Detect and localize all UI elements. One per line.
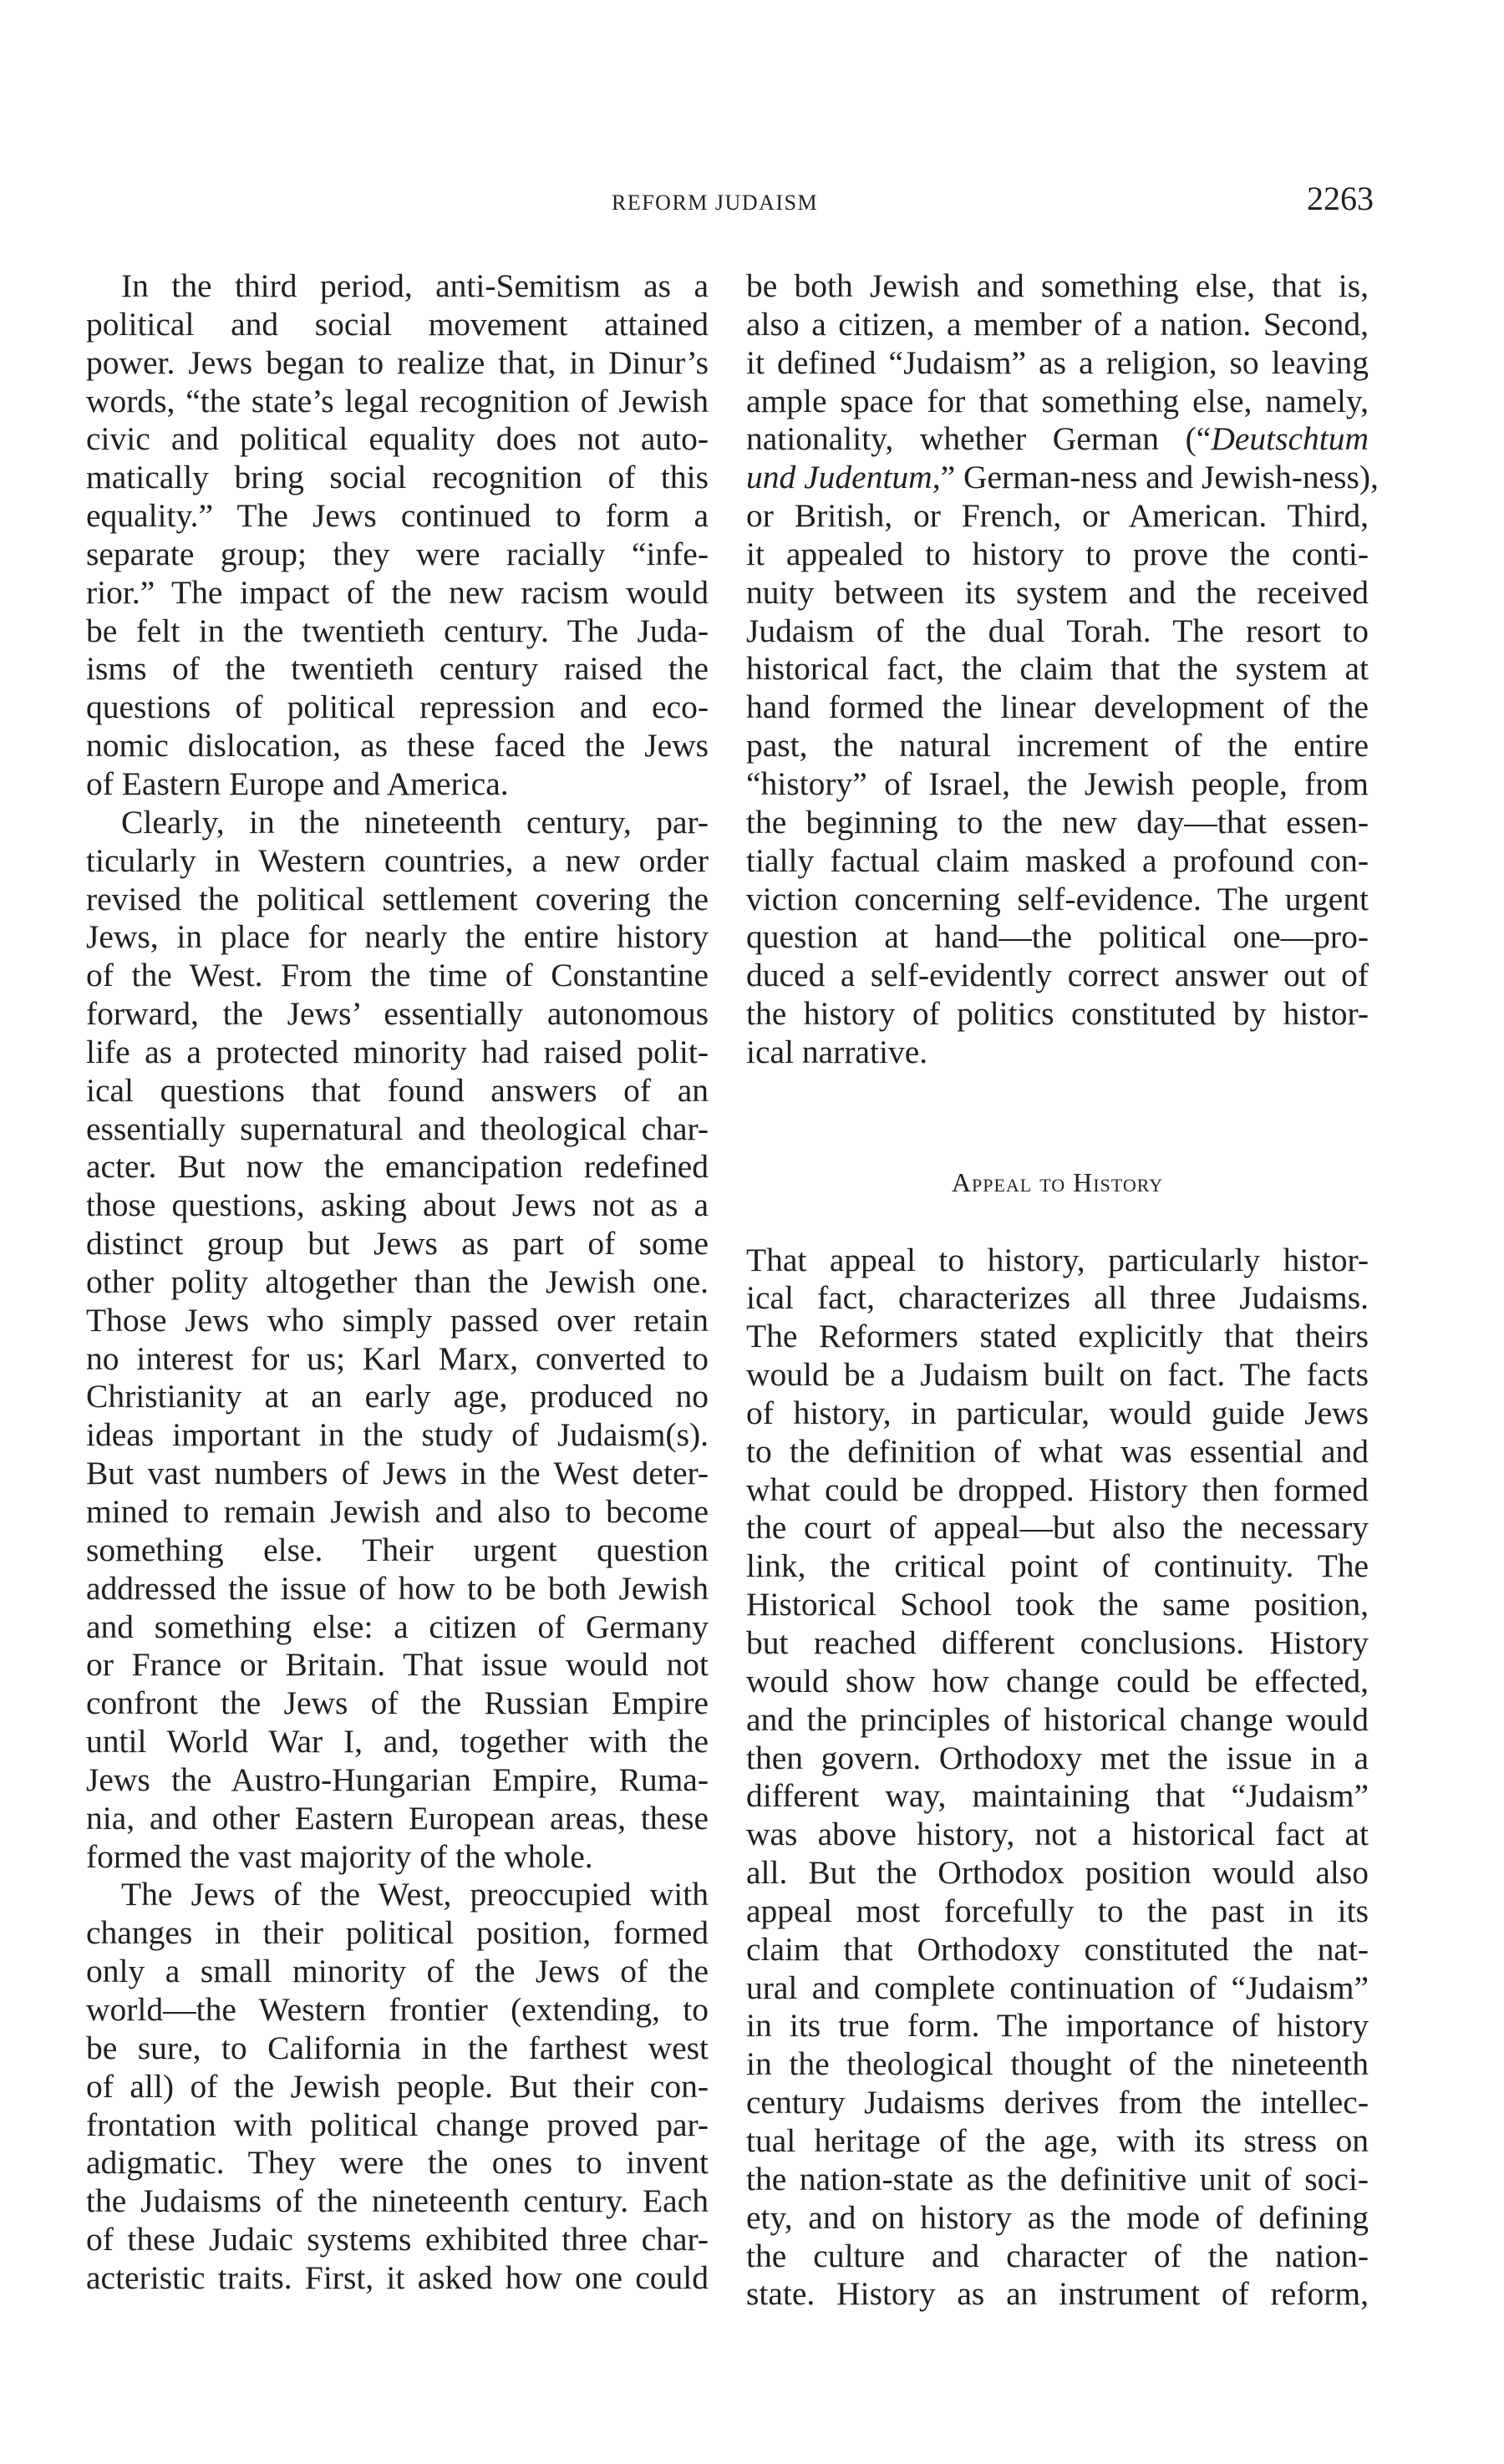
text-line: the court of appeal—but also the necessary: [746, 1509, 1369, 1547]
paragraph-start-line: The Jews of the West, preoccupied with: [121, 1876, 709, 1913]
text-line: acter. But now the emancipation redefined: [86, 1148, 709, 1186]
text-line: questions of political repression and eco-: [86, 688, 709, 726]
text-line: appeal most forcefully to the past in its: [746, 1892, 1369, 1929]
text-line: past, the natural increment of the entire: [746, 727, 1369, 765]
text-line: other polity altogether than the Jewish one.: [86, 1262, 709, 1300]
text-line: essentially supernatural and theological char-: [86, 1110, 709, 1147]
text-line: the beginning to the new day—that essen-: [746, 803, 1369, 841]
text-line: [746, 420, 1369, 459]
text-line: “history” of Israel, the Jewish people, from: [746, 765, 1369, 802]
text-line: of history, in particular, would guide Jews: [746, 1394, 1369, 1431]
text-line: would show how change could be effected,: [746, 1662, 1369, 1699]
text-line: and the principles of historical change would: [746, 1700, 1369, 1738]
text-line: Jews the Austro-Hungarian Empire, Ruma-: [86, 1760, 709, 1798]
text-line: it appealed to history to prove the conti-: [746, 535, 1369, 572]
text-line: what could be dropped. History then formed: [746, 1471, 1369, 1508]
text-line: the culture and character of the nation-: [746, 2237, 1369, 2274]
text-line: acteristic traits. First, it asked how one could: [86, 2258, 709, 2296]
text-line: it defined “Judaism” as a religion, so leaving: [746, 343, 1369, 381]
text-line: be both Jewish and something else, that is,: [746, 267, 1369, 304]
text-line: nuity between its system and the received: [746, 573, 1369, 611]
text-line: different way, maintaining that “Judaism”: [746, 1777, 1369, 1815]
text-line: nia, and other Eastern European areas, these: [86, 1799, 709, 1837]
text-line: mined to remain Jewish and also to become: [86, 1493, 709, 1530]
text-line: state. History as an instrument of reform,: [746, 2275, 1369, 2313]
text-line: ical questions that found answers of an: [86, 1071, 709, 1109]
text-line: rior.” The impact of the new racism would: [86, 573, 709, 611]
text-line: of Eastern Europe and America.: [86, 765, 509, 802]
text-line: to the definition of what was essential and: [746, 1432, 1369, 1470]
text-line: confront the Jews of the Russian Empire: [86, 1684, 709, 1722]
text-line: nomic dislocation, as these faced the Jews: [86, 727, 709, 765]
text-line: isms of the twentieth century raised the: [86, 650, 709, 688]
text-line: or France or Britain. That issue would not: [86, 1646, 709, 1684]
text-line: world—the Western frontier (extending, to: [86, 1990, 709, 2028]
text-line: formed the vast majority of the whole.: [86, 1837, 593, 1875]
text-line: civic and political equality does not auto-: [86, 420, 709, 458]
text-line: ical narrative.: [746, 1033, 928, 1070]
text-line: century Judaisms derives from the intellec-: [746, 2084, 1369, 2121]
text-line: or British, or French, or American. Third,: [746, 497, 1369, 535]
paragraph-start-line: Clearly, in the nineteenth century, par-: [121, 803, 709, 841]
text-line: tual heritage of the age, with its stress on: [746, 2121, 1369, 2159]
text-line: then govern. Orthodoxy met the issue in a: [746, 1739, 1369, 1776]
text-line: link, the critical point of continuity. The: [746, 1547, 1369, 1585]
text-line: But vast numbers of Jews in the West deter-: [86, 1455, 709, 1492]
text-line: words, “the state’s legal recognition of Jewish: [86, 382, 709, 419]
text-line: separate group; they were racially “infe-: [86, 535, 709, 572]
running-head-title: REFORM JUDAISM: [612, 191, 819, 215]
italic-term: und Judentum,: [746, 459, 941, 496]
text-line: but reached different conclusions. History: [746, 1624, 1369, 1661]
text-line: was above history, not a historical fact at: [746, 1816, 1369, 1853]
text-line: [746, 459, 1379, 497]
text-line: Jews, in place for nearly the entire history: [86, 918, 709, 956]
text-line: Historical School took the same position,: [746, 1586, 1369, 1623]
text-line: in the theological thought of the nineteenth: [746, 2045, 1369, 2083]
text-line: of the West. From the time of Constantine: [86, 957, 709, 994]
text-line: power. Jews began to realize that, in Dinur’s: [86, 343, 709, 381]
text-line: of these Judaic systems exhibited three char-: [86, 2221, 709, 2258]
text-run: ” German-ness and Jewish-ness),: [940, 459, 1379, 496]
text-line: claim that Orthodoxy constituted the nat-: [746, 1930, 1369, 1968]
text-line: the history of politics constituted by histor-: [746, 995, 1369, 1033]
text-line: addressed the issue of how to be both Jewish: [86, 1569, 709, 1607]
text-line: and something else: a citizen of Germany: [86, 1608, 709, 1645]
text-line: the Judaisms of the nineteenth century. Each: [86, 2182, 709, 2220]
section-heading: Appeal to History: [951, 1166, 1164, 1197]
text-line: question at hand—the political one—pro-: [746, 918, 1369, 956]
text-line: ideas important in the study of Judaism(s).: [86, 1416, 709, 1454]
text-line: That appeal to history, particularly histor-: [746, 1241, 1369, 1278]
text-line: The Reformers stated explicitly that theirs: [746, 1318, 1369, 1355]
text-line: matically bring social recognition of this: [86, 459, 709, 496]
text-line: until World War I, and, together with the: [86, 1723, 709, 1760]
text-line: adigmatic. They were the ones to invent: [86, 2144, 709, 2182]
running-head: [0, 179, 1504, 221]
right-column: [746, 267, 1379, 2314]
text-line: political and social movement attained: [86, 305, 709, 343]
text-line: duced a self-evidently correct answer out of: [746, 957, 1369, 994]
text-line: ety, and on history as the mode of defining: [746, 2198, 1369, 2236]
text-line: ticularly in Western countries, a new order: [86, 841, 709, 879]
text-line: life as a protected minority had raised polit-: [86, 1033, 709, 1070]
text-line: historical fact, the claim that the system at: [746, 650, 1369, 688]
text-line: of all) of the Jewish people. But their con-: [86, 2067, 709, 2105]
text-line: Those Jews who simply passed over retain: [86, 1301, 709, 1339]
text-line: would be a Judaism built on fact. The facts: [746, 1356, 1369, 1394]
text-line: no interest for us; Karl Marx, converted to: [86, 1339, 709, 1377]
text-line: ample space for that something else, namely,: [746, 382, 1369, 419]
text-line: hand formed the linear development of the: [746, 688, 1369, 726]
page-number: 2263: [1307, 180, 1374, 217]
text-line: something else. Their urgent question: [86, 1531, 709, 1568]
left-column: [86, 267, 709, 2298]
text-line: changes in their political position, formed: [86, 1914, 709, 1952]
italic-term: Deutschtum: [1211, 420, 1369, 458]
text-line: ical fact, characterizes all three Judaisms.: [746, 1279, 1369, 1317]
text-line: Judaism of the dual Torah. The resort to: [746, 612, 1369, 649]
text-line: equality.” The Jews continued to form a: [86, 497, 709, 535]
section-spacer: [746, 1202, 1369, 1242]
text-line: forward, the Jews’ essentially autonomous: [86, 995, 709, 1033]
text-line: tially factual claim masked a profound con-: [746, 841, 1369, 879]
text-run: nationality, whether German (“: [746, 420, 1212, 458]
text-line: distinct group but Jews as part of some: [86, 1225, 709, 1262]
section-spacer: [746, 1072, 1369, 1164]
text-line: only a small minority of the Jews of the: [86, 1953, 709, 1990]
text-line: the nation-state as the definitive unit of soci-: [746, 2160, 1369, 2197]
text-line: in its true form. The importance of history: [746, 2007, 1369, 2045]
text-line: viction concerning self-evidence. The urgent: [746, 880, 1369, 917]
text-line: also a citizen, a member of a nation. Second,: [746, 305, 1369, 343]
text-line: Christianity at an early age, produced no: [86, 1378, 709, 1415]
text-line: be sure, to California in the farthest west: [86, 2029, 709, 2066]
text-line: ural and complete continuation of “Judaism”: [746, 1969, 1369, 2006]
text-line: frontation with political change proved par-: [86, 2106, 709, 2143]
text-line: those questions, asking about Jews not as a: [86, 1186, 709, 1224]
paragraph-start-line: In the third period, anti-Semitism as a: [121, 267, 709, 304]
text-line: revised the political settlement covering the: [86, 880, 709, 917]
text-line: all. But the Orthodox position would also: [746, 1854, 1369, 1892]
text-line: be felt in the twentieth century. The Juda-: [86, 612, 709, 649]
